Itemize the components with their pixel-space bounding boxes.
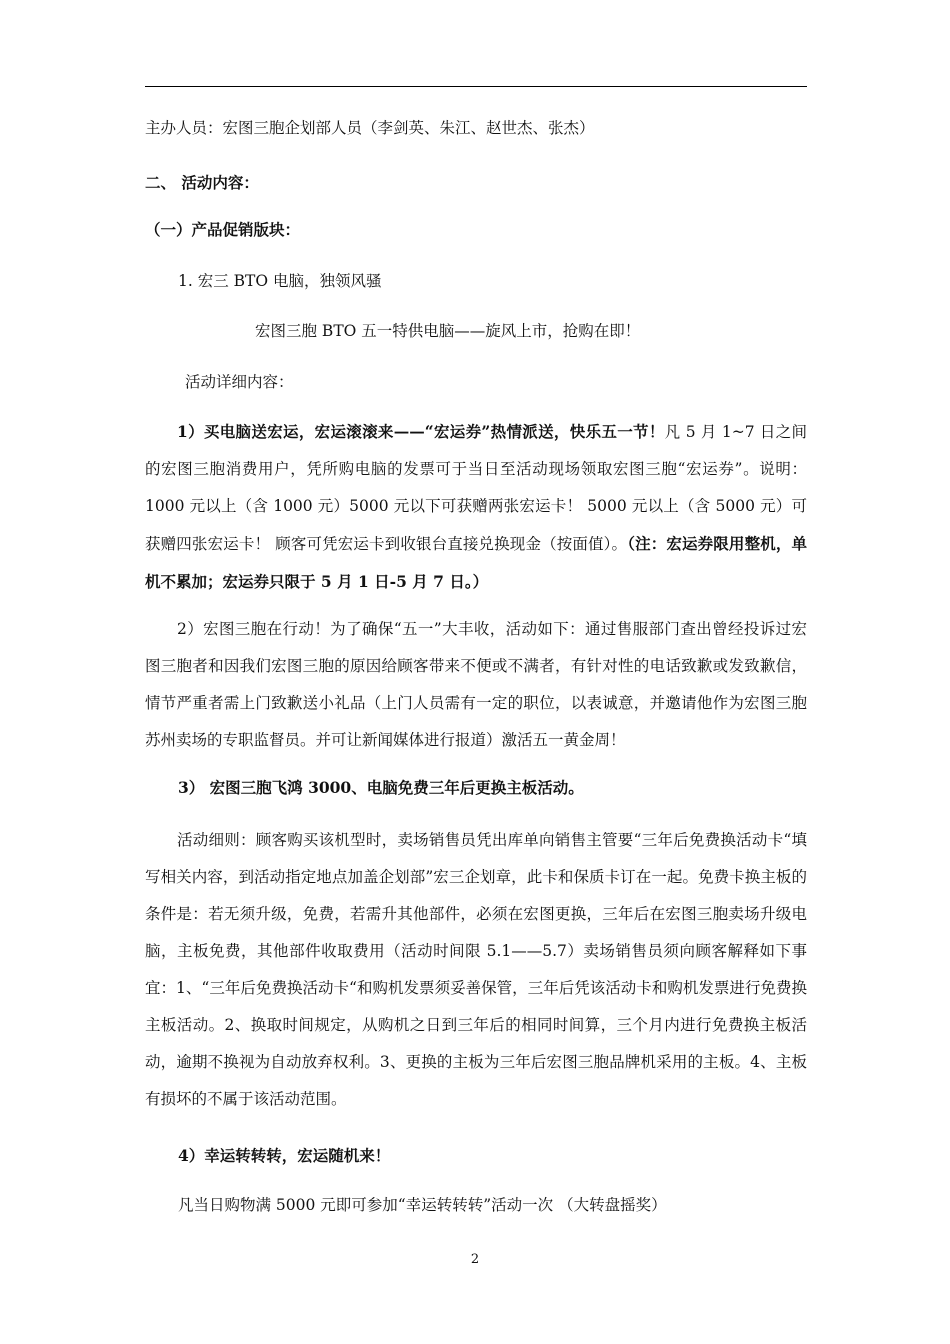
item-1-bto-computer: 1. 宏三 BTO 电脑，独领风骚 bbox=[178, 272, 382, 290]
section-heading-activity-content: 二、 活动内容： bbox=[145, 173, 259, 192]
page-number: 2 bbox=[470, 1252, 480, 1267]
paragraph-2: 2）宏图三胞在行动！为了确保“五一”大丰收，活动如下：通过售服部门查出曾经投诉过宏图三胞者和因我们宏图三胞的原因给顾客带来不便或不满者，有针对性的电话致歉或发致歉信，情节严重者需上门致歉送小礼品（上门人员需有一定的职位，以表诚意，并邀请他作为宏图三胞苏州卖场的专职监督员。并可让新闻媒体进行报道）激活五一黄金周！ bbox=[145, 620, 807, 749]
paragraph-1-lead: 1）买电脑送宏运，宏运滚滚来——“宏运券”热情派送，快乐五一节！ bbox=[177, 422, 665, 441]
subsection-heading-promotion: （一）产品促销版块： bbox=[145, 220, 301, 239]
paragraph-4-heading: 4）幸运转转转，宏运随机来！ bbox=[178, 1146, 391, 1165]
paragraph-3-body: 活动细则：顾客购买该机型时，卖场销售员凭出库单向销售主管要“三年后免费换活动卡“填写相关内容，到活动指定地点加盖企划部”宏三企划章，此卡和保质卡订在一起。免费卡换主板的条件是：若无须升级，免费，若需升其他部件，必须在宏图更换，三年后在宏图三胞卖场升级电脑，主板免费，其他部件收取费用（活动时间限 5.1——5.7）卖场销售员须向顾客解释如下事宜：1、“三年后免费换活动卡“和购机发票须妥善保管，三年后凭该活动卡和购机发票进行免费换主板活动。2、换取时间规定，从购机之日到三年后的相同时间算，三个月内进行免费换主板活动，逾期不换视为自动放弃权利。3、更换的主板为三年后宏图三胞品牌机采用的主板。4、主板有损坏的不属于该活动范围。 bbox=[145, 831, 807, 1108]
paragraph-1-body: 凡 5 月 1~7 日之间的宏图三胞消费用户，凭所购电脑的发票可于当日至活动现场领取宏图三胞“宏运券”。说明：1000 元以上（含 1000 元）5000 元以下可获赠两张宏运卡！ 5000 元以上（含 5000 元）可获赠四张宏运卡！ 顾客可凭宏运卡到收银台直接兑换现金（按面值）。 bbox=[145, 423, 807, 553]
organizer-line: 主办人员：宏图三胞企划部人员（李剑英、朱江、赵世杰、张杰） bbox=[145, 119, 595, 137]
slogan-line: 宏图三胞 BTO 五一特供电脑——旋风上市，抢购在即！ bbox=[255, 322, 641, 340]
paragraph-4-body: 凡当日购物满 5000 元即可参加“幸运转转转”活动一次 （大转盘摇奖） bbox=[178, 1196, 667, 1214]
detail-label: 活动详细内容： bbox=[185, 373, 294, 391]
paragraph-1 bbox=[145, 413, 807, 601]
paragraph-3-heading: 3） 宏图三胞飞鸿 3000、电脑免费三年后更换主板活动。 bbox=[178, 778, 584, 797]
paragraph-1-note: （注：宏运券限用整机，单机不累加；宏运券只限于 5 月 1 日-5 月 7 日。） bbox=[145, 534, 807, 591]
header-rule bbox=[145, 86, 807, 87]
